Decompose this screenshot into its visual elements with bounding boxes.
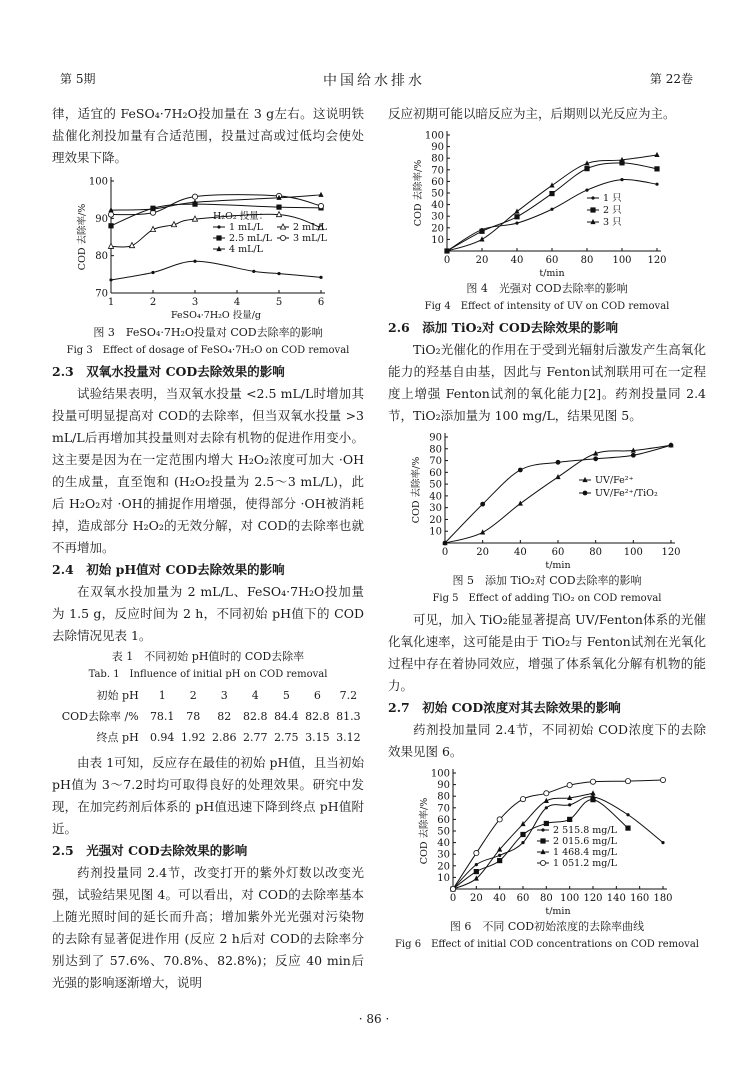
- svg-text:40: 40: [493, 893, 507, 904]
- table-cell: 7.2: [339, 689, 358, 702]
- svg-text:80: 80: [589, 547, 603, 558]
- table-cell: 3.15: [305, 731, 330, 744]
- table-cell: 3: [220, 689, 228, 702]
- fig3-chart: [73, 173, 343, 323]
- svg-text:100: 100: [430, 768, 450, 780]
- section-2-4-body: 在双氧水投加量为 2 mL/L、FeSO₄·7H₂O投加量为 1.5 g，反应时间为 2 h，不同初始 pH值下的 COD去除情况见表 1。: [52, 584, 364, 643]
- table-cell: 2: [189, 689, 197, 702]
- row-header: 终点 pH: [96, 731, 139, 744]
- chart-series: [444, 152, 659, 253]
- svg-text:4 mL/L: 4 mL/L: [229, 244, 263, 255]
- fig4-caption-zh: 图 4 光强对 COD去除率的影响: [466, 282, 628, 295]
- section-2-3-body: 试验结果表明，当双氧水投量 <2.5 mL/L时增加其投量可明显提高对 COD的去除率，但当双氧水投量 >3 mL/L后再增加其投量则对去除有机物的促进作用变小。这主要是因为在一定范围内增大 H₂O₂浓度可加大 ·OH的生成量，直至饱和 (H₂O₂投量为 2.5～3 mL/L)，此后 H₂O₂对 ·OH的捕捉作用增强，使得部分 ·OH被消耗掉，造成部分 H₂O₂的无效分解，对 COD的去除率也就不再增加。: [52, 386, 364, 555]
- svg-text:1 只: 1 只: [603, 193, 622, 204]
- svg-text:40: 40: [510, 255, 524, 266]
- fig4-caption-en: Fig 4 Effect of intensity of UV on COD removal: [424, 301, 670, 312]
- svg-text:40: 40: [513, 547, 527, 558]
- svg-text:UV/Fe²⁺/TiO₂: UV/Fe²⁺/TiO₂: [595, 488, 658, 499]
- fig6-chart: [417, 767, 677, 917]
- page-number: · 86 ·: [358, 1012, 390, 1026]
- svg-text:COD 去除率/%: COD 去除率/%: [77, 203, 88, 271]
- chart-legend: [537, 825, 618, 869]
- svg-text:100: 100: [424, 130, 444, 142]
- svg-text:FeSO₄·7H₂O 投量/g: FeSO₄·7H₂O 投量/g: [170, 310, 262, 321]
- figure-6: [388, 767, 706, 953]
- continuation-paragraph: 反应初期可能以暗反应为主，后期则以光反应为主。: [388, 106, 676, 121]
- table-cell: 81.3: [336, 710, 361, 723]
- svg-text:50: 50: [431, 188, 444, 200]
- svg-text:20: 20: [476, 547, 490, 558]
- svg-text:1 mL/L: 1 mL/L: [229, 222, 263, 233]
- table1-title-en: Tab. 1 Influence of initial pH on COD removal: [88, 669, 328, 680]
- svg-text:2 015.6 mg/L: 2 015.6 mg/L: [553, 836, 617, 847]
- svg-text:H₂O₂ 投量：: H₂O₂ 投量：: [213, 211, 269, 222]
- svg-text:20: 20: [431, 223, 444, 235]
- svg-text:40: 40: [431, 200, 444, 212]
- svg-text:140: 140: [606, 893, 626, 904]
- after-table-paragraph: 由表 1可知，反应存在最佳的初始 pH值，且当初始 pH值为 3～7.2时均可取得良好的处理效果。研究中发现，在加完药剂后体系的 pH值迅速下降到终点 pH值附近。: [52, 755, 364, 836]
- svg-text:1 468.4 mg/L: 1 468.4 mg/L: [553, 847, 617, 858]
- svg-text:5: 5: [275, 297, 283, 308]
- chart-legend: [587, 193, 622, 228]
- svg-text:60: 60: [551, 547, 565, 558]
- figure-5: [388, 431, 706, 607]
- svg-text:80: 80: [431, 153, 444, 165]
- table-cell: 6: [313, 689, 321, 702]
- table-cell: 5: [282, 689, 290, 702]
- table-cell: 82.8: [243, 710, 268, 723]
- svg-text:COD 去除率/%: COD 去除率/%: [413, 159, 424, 227]
- section-2-6-body: TiO₂光催化的作用在于受到光辐射后激发产生高氧化能力的羟基自由基，因此与 Fenton试剂联用可在一定程度上增强 Fenton试剂的氧化能力[2]。药剂投量同 2.4节，TiO₂添加量为 100 mg/L，结果见图 5。: [388, 342, 706, 423]
- svg-text:160: 160: [630, 893, 650, 904]
- svg-text:2: 2: [149, 297, 157, 308]
- table-row: [52, 685, 364, 706]
- svg-text:100: 100: [612, 255, 632, 266]
- table-cell: 82: [217, 710, 232, 723]
- table-cell: 84.4: [274, 710, 299, 723]
- figure-3: [52, 173, 364, 359]
- svg-text:60: 60: [545, 255, 559, 266]
- svg-text:60: 60: [437, 814, 450, 826]
- svg-text:t/min: t/min: [545, 906, 571, 917]
- section-2-7-heading: 2.7 初始 COD浓度对其去除效果的影响: [388, 700, 621, 715]
- svg-text:30: 30: [431, 211, 444, 223]
- svg-text:0: 0: [449, 893, 457, 904]
- svg-text:0: 0: [443, 255, 451, 266]
- svg-text:1 051.2 mg/L: 1 051.2 mg/L: [553, 858, 617, 869]
- svg-text:80: 80: [580, 255, 594, 266]
- fig3-caption-en: Fig 3 Effect of dosage of FeSO₄·7H₂O on COD removal: [66, 345, 350, 356]
- table1: [52, 685, 364, 748]
- svg-text:120: 120: [661, 547, 681, 558]
- svg-text:20: 20: [469, 893, 483, 904]
- svg-text:80: 80: [429, 444, 442, 456]
- svg-text:100: 100: [623, 547, 643, 558]
- svg-text:3 只: 3 只: [603, 217, 622, 228]
- table-cell: 0.94: [149, 731, 175, 744]
- svg-text:80: 80: [437, 791, 450, 803]
- section-2-3-heading: 2.3 双氧水投量对 COD去除效果的影响: [52, 364, 285, 379]
- chart-series: [109, 260, 322, 282]
- svg-text:70: 70: [429, 456, 442, 468]
- table-cell: 2.77: [243, 731, 268, 744]
- svg-text:COD 去除率/%: COD 去除率/%: [411, 456, 422, 524]
- svg-text:1: 1: [107, 297, 115, 308]
- svg-text:2.5 mL/L: 2.5 mL/L: [229, 233, 272, 244]
- svg-text:10: 10: [429, 526, 442, 538]
- chart-legend: [213, 210, 328, 255]
- svg-text:180: 180: [653, 893, 673, 904]
- issue-number: 第 5期: [60, 72, 96, 86]
- volume-number: 第 22卷: [649, 72, 693, 86]
- intro-paragraph: 律，适宜的 FeSO₄·7H₂O投加量在 3 g左右。这说明铁盐催化剂投加量有合适范围，投量过高或过低均会使处理效果下降。: [52, 106, 364, 165]
- table-cell: 78: [186, 710, 201, 723]
- fig6-caption-zh: 图 6 不同 COD初始浓度的去除率曲线: [449, 920, 645, 933]
- svg-text:30: 30: [437, 849, 450, 861]
- row-header: COD去除率 /%: [61, 710, 139, 723]
- chart-axes: [410, 433, 681, 572]
- svg-text:2 515.8 mg/L: 2 515.8 mg/L: [553, 825, 617, 836]
- row-header: 初始 pH: [96, 689, 139, 702]
- svg-text:2 只: 2 只: [603, 205, 622, 216]
- svg-text:90: 90: [437, 780, 450, 792]
- svg-text:20: 20: [437, 861, 450, 873]
- chart-legend: [579, 475, 658, 499]
- svg-text:t/min: t/min: [539, 268, 565, 279]
- svg-text:70: 70: [431, 165, 444, 177]
- table-cell: 4: [251, 689, 259, 702]
- table-row: [52, 727, 364, 748]
- fig6-caption-en: Fig 6 Effect of initial COD concentrations on COD removal: [394, 939, 699, 950]
- svg-text:120: 120: [647, 255, 667, 266]
- table-row: [52, 706, 364, 727]
- svg-text:2 mL/L: 2 mL/L: [293, 222, 327, 233]
- section-2-7-body: 药剂投加量同 2.4节，不同初始 COD浓度下的去除效果见图 6。: [388, 722, 706, 759]
- svg-text:40: 40: [437, 838, 450, 850]
- fig3-caption-zh: 图 3 FeSO₄·7H₂O投量对 COD去除率的影响: [93, 326, 323, 339]
- svg-text:COD 去除率/%: COD 去除率/%: [419, 797, 430, 865]
- svg-text:4: 4: [233, 297, 241, 308]
- table-cell: 1.92: [180, 731, 206, 744]
- chart-axes: [412, 131, 667, 280]
- svg-text:80: 80: [539, 893, 553, 904]
- figure-4: [388, 129, 706, 315]
- svg-text:60: 60: [516, 893, 530, 904]
- right-column: [388, 103, 706, 955]
- journal-title: 中国给水排水: [323, 73, 425, 89]
- svg-text:100: 100: [88, 176, 108, 188]
- section-2-6-heading: 2.6 添加 TiO₂对 COD去除效果的影响: [388, 320, 619, 335]
- svg-text:90: 90: [95, 213, 108, 225]
- svg-text:70: 70: [95, 288, 108, 300]
- svg-text:50: 50: [437, 826, 450, 838]
- svg-text:90: 90: [431, 142, 444, 154]
- svg-text:20: 20: [429, 514, 442, 526]
- svg-text:UV/Fe²⁺: UV/Fe²⁺: [595, 475, 634, 486]
- table-cell: 82.8: [305, 710, 330, 723]
- svg-text:120: 120: [583, 893, 603, 904]
- svg-text:100: 100: [560, 893, 580, 904]
- left-column: [52, 103, 364, 994]
- fig5-caption-zh: 图 5 添加 TiO₂对 COD去除率的影响: [452, 574, 642, 587]
- chart-series: [444, 160, 659, 253]
- table-cell: 2.75: [274, 731, 299, 744]
- svg-text:70: 70: [437, 803, 450, 815]
- after-fig5-paragraph: 可见，加入 TiO₂能显著提高 UV/Fenton体系的光催化氧化速率，这可能是由于 TiO₂与 Fenton试剂在光氧化过程中存在着协同效应，增强了体系氧化分解有机物的能力。: [388, 612, 706, 693]
- svg-text:3 mL/L: 3 mL/L: [293, 233, 327, 244]
- svg-text:3: 3: [191, 297, 199, 308]
- fig4-chart: [407, 129, 687, 279]
- svg-text:80: 80: [95, 251, 108, 263]
- svg-text:60: 60: [431, 176, 444, 188]
- section-2-4-heading: 2.4 初始 pH值对 COD去除效果的影响: [52, 562, 285, 577]
- svg-text:40: 40: [429, 491, 442, 503]
- table-cell: 78.1: [149, 710, 175, 723]
- svg-text:90: 90: [429, 432, 442, 444]
- section-2-5-heading: 2.5 光强对 COD去除效果的影响: [52, 843, 248, 858]
- svg-text:10: 10: [431, 234, 444, 246]
- section-2-5-body: 药剂投量同 2.4节，改变打开的紫外灯数以改变光强，试验结果见图 4。可以看出，对 COD的去除率基本上随光照时间的延长而升高；增加紫外光光强对污染物的去除有显著促进作用 (反应 2 h后对 COD的去除率分别达到了 57.6%、70.8%、82.8%)；反应 40 min后光强的影响逐渐增大，说明: [52, 865, 364, 990]
- svg-text:10: 10: [437, 872, 450, 884]
- table-cell: 1: [158, 689, 166, 702]
- table-cell: 3.12: [336, 731, 361, 744]
- fig5-chart: [407, 431, 687, 571]
- svg-text:20: 20: [475, 255, 489, 266]
- table1-title-zh: 表 1 不同初始 pH值时的 COD去除率: [111, 650, 305, 663]
- svg-text:60: 60: [429, 467, 442, 479]
- svg-text:0: 0: [441, 547, 449, 558]
- table-cell: 2.86: [212, 731, 237, 744]
- fig5-caption-en: Fig 5 Effect of adding TiO₂ on COD removal: [432, 593, 662, 604]
- svg-text:50: 50: [429, 479, 442, 491]
- svg-text:30: 30: [429, 503, 442, 515]
- svg-text:t/min: t/min: [545, 560, 571, 571]
- svg-text:6: 6: [317, 297, 325, 308]
